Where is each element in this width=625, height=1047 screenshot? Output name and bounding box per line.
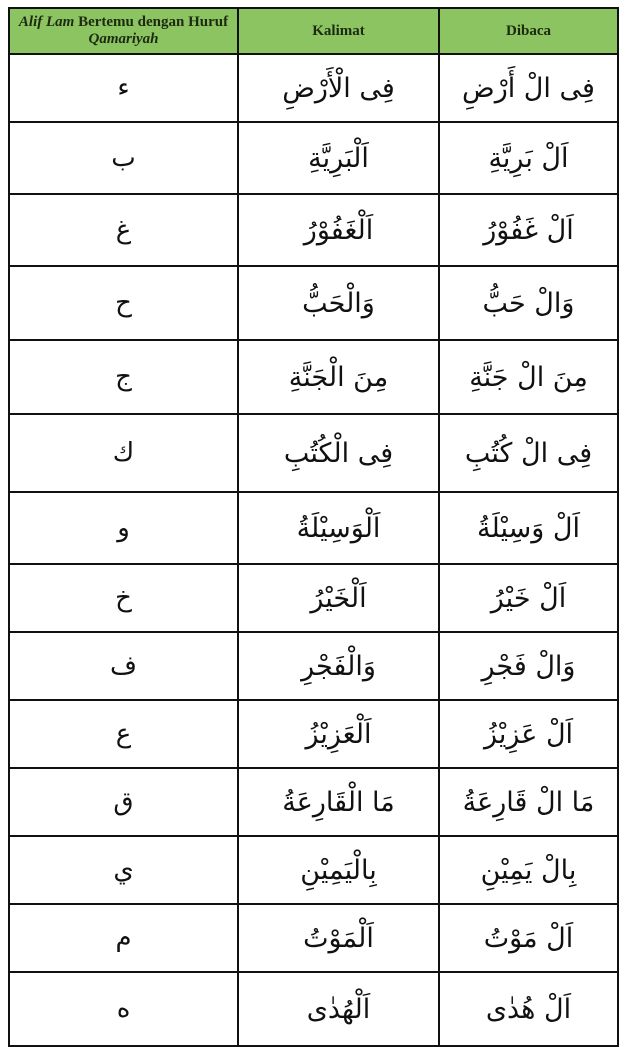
letter-cell: [9, 768, 238, 836]
letter-text: ف: [110, 651, 137, 681]
kalimat-cell: [238, 700, 439, 768]
letter-cell: [9, 972, 238, 1046]
letter-text: ج: [115, 362, 132, 392]
kalimat-text: وَالْحَبُّ: [302, 287, 375, 319]
dibaca-text: مِنَ الْ جَنَّةِ: [469, 361, 588, 393]
letter-cell: [9, 700, 238, 768]
kalimat-cell: [238, 632, 439, 700]
dibaca-cell: [439, 414, 618, 492]
table-row: [9, 768, 618, 836]
dibaca-cell: [439, 700, 618, 768]
letter-text: ق: [113, 787, 134, 817]
table-row: [9, 492, 618, 564]
letter-text: ي: [113, 855, 134, 885]
dibaca-text: وَالْ فَجْرِ: [481, 650, 576, 682]
kalimat-cell: [238, 122, 439, 194]
kalimat-text: اَلْمَوْتُ: [303, 922, 374, 954]
kalimat-cell: [238, 194, 439, 266]
table-row: [9, 122, 618, 194]
qamariyah-table: [8, 7, 619, 1047]
table-row: [9, 266, 618, 340]
letter-text: خ: [115, 583, 132, 613]
kalimat-text: بِالْيَمِيْنِ: [300, 854, 377, 886]
table-row: [9, 194, 618, 266]
letter-cell: [9, 564, 238, 632]
kalimat-text: اَلْعَزِيْزُ: [305, 718, 372, 750]
letter-text: م: [115, 923, 132, 953]
kalimat-cell: [238, 972, 439, 1046]
kalimat-cell: [238, 492, 439, 564]
dibaca-text: اَلْ هُدٰى: [485, 993, 572, 1025]
table-row: [9, 700, 618, 768]
letter-cell: [9, 836, 238, 904]
dibaca-cell: [439, 632, 618, 700]
dibaca-cell: [439, 54, 618, 122]
dibaca-text: اَلْ عَزِيْزُ: [483, 718, 574, 750]
kalimat-cell: [238, 340, 439, 414]
dibaca-cell: [439, 194, 618, 266]
letter-cell: [9, 904, 238, 972]
letter-cell: [9, 194, 238, 266]
table-row: [9, 972, 618, 1046]
letter-text: و: [117, 513, 130, 543]
dibaca-cell: [439, 266, 618, 340]
dibaca-cell: [439, 492, 618, 564]
kalimat-text: مَا الْقَارِعَةُ: [282, 786, 395, 818]
kalimat-text: اَلْبَرِيَّةِ: [308, 142, 369, 174]
kalimat-cell: [238, 54, 439, 122]
dibaca-text: اَلْ خَيْرُ: [490, 582, 567, 614]
kalimat-cell: [238, 904, 439, 972]
dibaca-text: مَا الْ قَارِعَةُ: [462, 786, 595, 818]
dibaca-cell: [439, 904, 618, 972]
dibaca-cell: [439, 972, 618, 1046]
kalimat-text: اَلْغَفُوْرُ: [303, 214, 374, 246]
dibaca-text: فِى الْ كُتُبِ: [464, 437, 593, 469]
letter-text: ء: [117, 73, 130, 103]
letter-text: ب: [111, 143, 136, 173]
table-row: [9, 564, 618, 632]
letter-cell: [9, 340, 238, 414]
kalimat-cell: [238, 768, 439, 836]
header-dibaca: Dibaca: [439, 8, 618, 54]
letter-cell: [9, 492, 238, 564]
kalimat-text: اَلْوَسِيْلَةُ: [296, 512, 381, 544]
dibaca-cell: [439, 340, 618, 414]
dibaca-cell: [439, 768, 618, 836]
kalimat-text: اَلْخَيْرُ: [310, 582, 367, 614]
letter-cell: [9, 266, 238, 340]
letter-text: ك: [112, 438, 135, 468]
kalimat-cell: [238, 266, 439, 340]
dibaca-text: اَلْ وَسِيْلَةُ: [477, 512, 580, 544]
letter-text: غ: [115, 215, 132, 245]
dibaca-text: فِى الْ أَرْضِ: [462, 72, 595, 104]
table-row: [9, 904, 618, 972]
dibaca-cell: [439, 836, 618, 904]
header-letter: Alif Lam Bertemu dengan Huruf Qamariyah: [9, 8, 238, 54]
dibaca-cell: [439, 122, 618, 194]
kalimat-text: فِى الْكُتُبِ: [283, 437, 394, 469]
kalimat-text: وَالْفَجْرِ: [301, 650, 376, 682]
kalimat-cell: [238, 836, 439, 904]
letter-cell: [9, 414, 238, 492]
letter-cell: [9, 54, 238, 122]
letter-text: ه: [116, 994, 131, 1024]
letter-text: ع: [115, 719, 132, 749]
kalimat-text: اَلْهُدٰى: [306, 993, 371, 1025]
dibaca-text: اَلْ مَوْتُ: [483, 922, 574, 954]
kalimat-text: فِى الْأَرْضِ: [282, 72, 395, 104]
dibaca-text: اَلْ بَرِيَّةِ: [488, 142, 569, 174]
table-row: [9, 54, 618, 122]
dibaca-text: وَالْ حَبُّ: [482, 287, 575, 319]
table-row: [9, 414, 618, 492]
table-row: [9, 632, 618, 700]
header-kalimat: Kalimat: [238, 8, 439, 54]
kalimat-text: مِنَ الْجَنَّةِ: [288, 361, 389, 393]
dibaca-text: بِالْ يَمِيْنِ: [480, 854, 577, 886]
kalimat-cell: [238, 414, 439, 492]
letter-text: ح: [115, 288, 132, 318]
letter-cell: [9, 122, 238, 194]
table-row: [9, 836, 618, 904]
dibaca-cell: [439, 564, 618, 632]
table-header-row: [9, 8, 618, 54]
dibaca-text: اَلْ غَفُوْرُ: [483, 214, 574, 246]
letter-cell: [9, 632, 238, 700]
kalimat-cell: [238, 564, 439, 632]
table-row: [9, 340, 618, 414]
